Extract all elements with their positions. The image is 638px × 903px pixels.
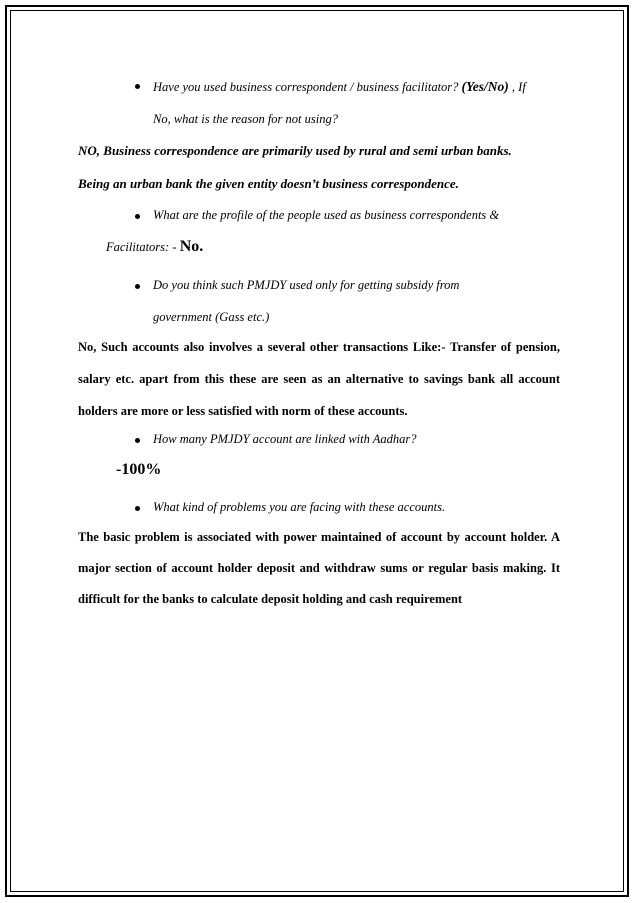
answer-1-line-2: Being an urban bank the given entity doesn’t business correspondence. <box>78 176 459 191</box>
question-4-line-1: How many PMJDY account are linked with Aadhar? <box>153 432 417 446</box>
bullet-q1 <box>135 84 140 89</box>
answer-3-line-2: salary etc. apart from this these are seen as an alternative to savings bank all account <box>78 372 560 386</box>
bullet-q5 <box>135 506 140 511</box>
answer-5-line-1: The basic problem is associated with power maintained of account by account holder. A <box>78 530 560 544</box>
question-3-line-2: government (Gass etc.) <box>153 310 270 324</box>
answer-3-line-1: No, Such accounts also involves a several other transactions Like:- Transfer of pension, <box>78 340 560 354</box>
question-2-line-1: What are the profile of the people used as business correspondents & <box>153 208 500 222</box>
question-5-line-1: What kind of problems you are facing with these accounts. <box>153 500 446 514</box>
question-1-tail: , If <box>511 80 526 94</box>
question-1-line-1 <box>153 79 526 95</box>
question-3-line-1: Do you think such PMJDY used only for getting subsidy from <box>153 278 460 292</box>
bullet-q3 <box>135 284 140 289</box>
question-2-answer: No. <box>179 238 204 255</box>
question-2-label: Facilitators: - <box>106 240 177 254</box>
question-1-text: Have you used business correspondent / business facilitator? <box>153 80 459 94</box>
question-2-line-2 <box>106 238 203 256</box>
answer-3-line-3: holders are more or less satisfied with norm of these accounts. <box>78 404 408 418</box>
question-4-answer: -100% <box>116 461 162 478</box>
question-1-line-2: No, what is the reason for not using? <box>153 112 338 126</box>
answer-5-line-3: difficult for the banks to calculate deposit holding and cash requirement <box>78 592 463 606</box>
bullet-q4 <box>135 438 140 443</box>
answer-5-line-2: major section of account holder deposit and withdraw sums or regular basis making. It <box>78 561 560 575</box>
answer-1-line-1: NO, Business correspondence are primarily used by rural and semi urban banks. <box>78 143 512 158</box>
yes-no-label: (Yes/No) <box>461 79 509 94</box>
bullet-q2 <box>135 214 140 219</box>
